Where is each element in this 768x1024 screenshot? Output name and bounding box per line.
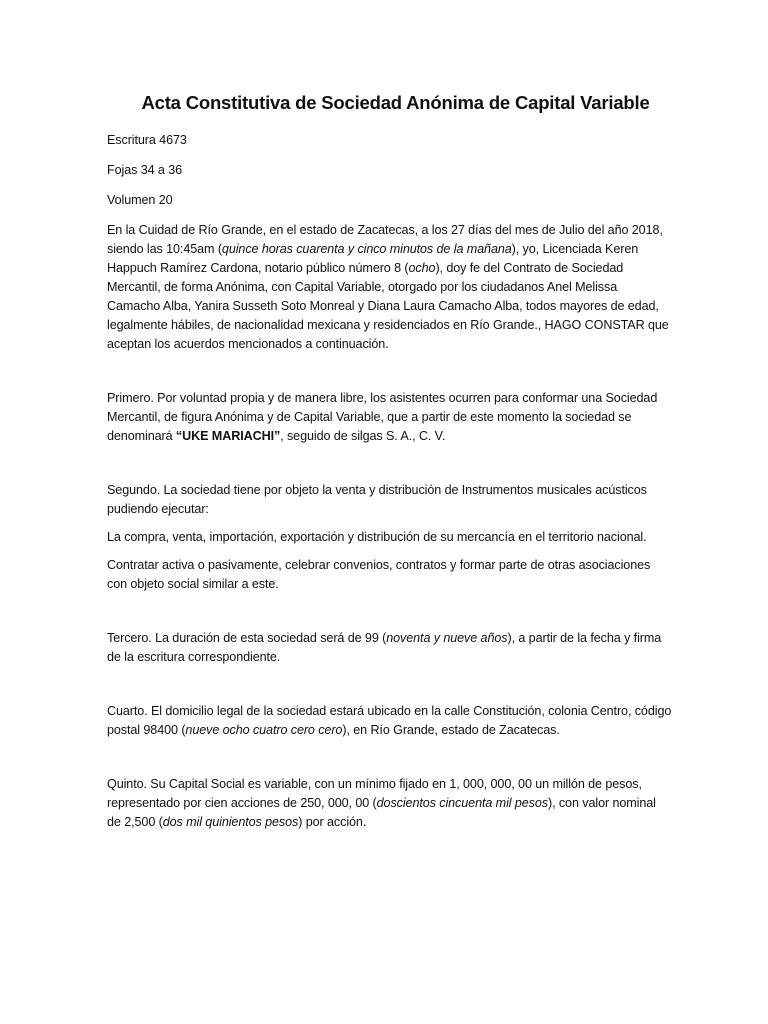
primero-paragraph [107,389,672,446]
intro-paragraph [107,221,672,354]
volumen-number: Volumen 20 [107,193,173,207]
tercero-years-words: noventa y nueve años [386,631,508,645]
tercero-paragraph [107,629,672,667]
tercero-text-2: ), a partir de la fecha y firma de la escritura correspondiente. [107,631,662,664]
fojas-range: Fojas 34 a 36 [107,163,183,177]
quinto-amount-words: doscientos cincuenta mil pesos [376,796,548,810]
intro-text-3: ), doy fe del Contrato de Sociedad Mercantil, de forma Anónima, con Capital Variable, otorgado por los ciudadanos Anel Melissa Camacho Alba, Yanira Susseth Soto Monreal y Diana Laura Camacho Alba, todos mayores de edad, legalmente hábiles, de nacionalidad mexicana y residenciados en Río Grande., HAGO CONSTAR que aceptan los acuerdos mencionados a continuación. [107,261,669,351]
intro-text-1: En la Cuidad de Río Grande, en el estado de Zacatecas, a los 27 días del mes de Julio del año 2018, siendo las 10:45am ( [107,223,663,256]
cuarto-text-2: ), en Río Grande, estado de Zacatecas. [342,723,560,737]
intro-text-2: ), yo, Licenciada Keren Happuch Ramírez Cardona, notario público número 8 ( [107,242,639,275]
quinto-text-2: ), con valor nominal de 2,500 ( [107,796,656,829]
cuarto-text-1: Cuarto. El domicilio legal de la sociedad estará ubicado en la calle Constitución, colonia Centro, código postal 98400 ( [107,704,672,737]
segundo-item-2: Contratar activa o pasivamente, celebrar convenios, contratos y formar parte de otras asociaciones con objeto social similar a este. [107,558,651,591]
quinto-text-1: Quinto. Su Capital Social es variable, con un mínimo fijado en 1, 000, 000, 00 un millón de pesos, representado por cien acciones de 250, 000, 00 ( [107,777,642,810]
intro-time-words: quince horas cuarenta y cinco minutos de la mañana [221,242,512,256]
intro-number-words: ocho [408,261,436,275]
cuarto-paragraph [107,702,672,740]
document-title: Acta Constitutiva de Sociedad Anónima de Capital Variable [141,92,650,113]
segundo-paragraph: Segundo. La sociedad tiene por objeto la venta y distribución de Instrumentos musicales acústicos pudiendo ejecutar: [107,483,647,516]
cuarto-zip-words: nueve ocho cuatro cero cero [185,723,343,737]
company-name: “UKE MARIACHI” [175,429,281,443]
escritura-number: Escritura 4673 [107,133,187,147]
segundo-item-1: La compra, venta, importación, exportación y distribución de su mercancía en el territorio nacional. [107,530,647,544]
quinto-text-3: ) por acción. [298,815,367,829]
quinto-nominal-words: dos mil quinientos pesos [162,815,299,829]
tercero-text-1: Tercero. La duración de esta sociedad será de 99 ( [107,631,387,645]
quinto-paragraph [107,775,672,832]
primero-text-1: Primero. Por voluntad propia y de manera libre, los asistentes ocurren para conformar una Sociedad Mercantil, de figura Anónima y de Capital Variable, que a partir de este momento la sociedad se denominará [107,391,658,443]
primero-text-2: , seguido de silgas S. A., C. V. [280,429,446,443]
